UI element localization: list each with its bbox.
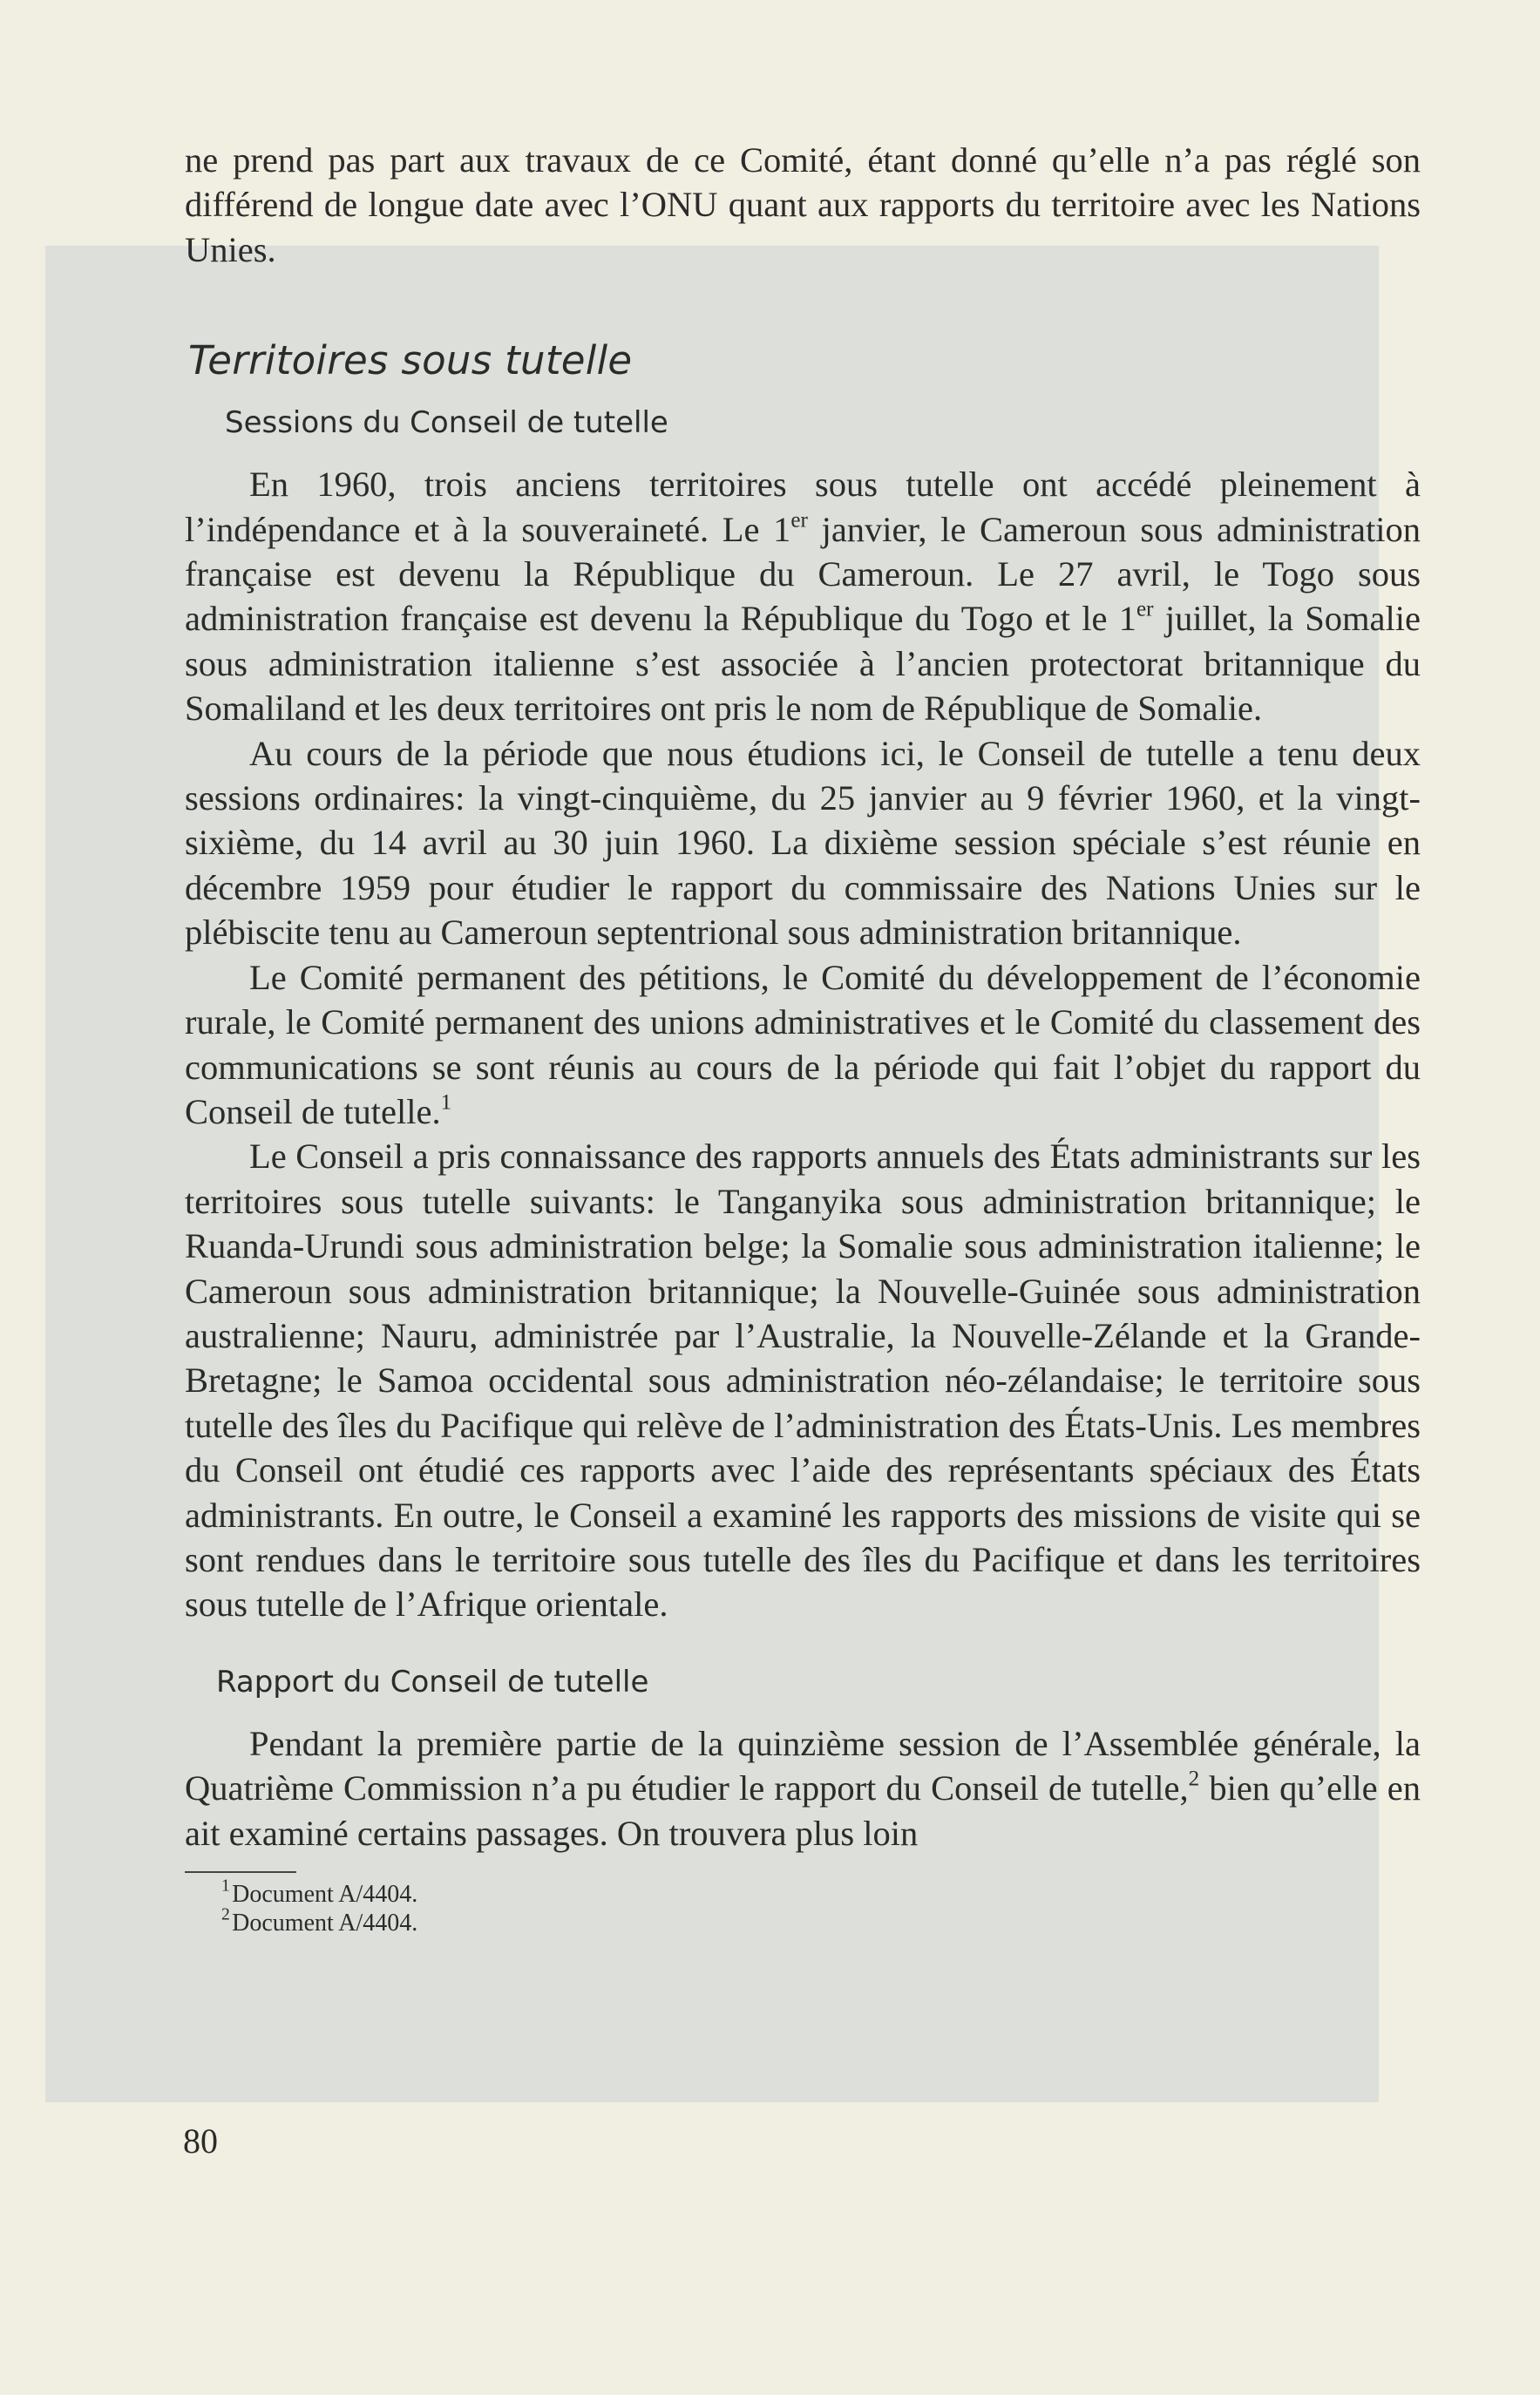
paragraph-annual-reports: Le Conseil a pris connaissance des rapports annuels des États administrants sur les territoires sous tutelle suivants: le Tanganyika sous administration britannique; le Ruanda-Urundi sous administration belge; la Somalie sous administration italienne; le Cameroun sous administration britannique; la Nouvelle-Guinée sous administration australienne; Nauru, administrée par l’Australie, la Nouvelle-Zélande et la Grande-Bretagne; le Samoa occidental sous administration néo-zélandaise; le territoire sous tutelle des îles du Pacifique qui relève de l’administration des États-Unis. Les membres du Conseil ont étudié ces rapports avec l’aide des représentants spéciaux des États administrants. En outre, le Conseil a examiné les rapports des missions de visite qui se sont rendues dans le territoire sous tutelle des îles du Pacifique et dans les territoires sous tutelle de l’Afrique orientale. xyxy=(185,1136,1421,1625)
footnote-mark: 2 xyxy=(221,1905,230,1924)
paragraph-fourth-committee xyxy=(185,1721,1421,1856)
footnotes xyxy=(221,1876,1421,1937)
subsection-heading-sessions: Sessions du Conseil de tutelle xyxy=(225,405,668,441)
paragraph-independence-part-c: juillet, la Somalie sous administration italienne s’est associée à l’ancien protectorat britannique du Somaliland et les deux territoires ont pris le nom de République de Somalie. xyxy=(185,599,1421,729)
paragraph-committees xyxy=(185,955,1421,1135)
paragraph-fourth-committee-part-a: Pendant la première partie de la quinzième session de l’Assemblée générale, la Quatrième Commission n’a pu étudier le rapport du Conseil de tutelle, xyxy=(185,1723,1421,1808)
paragraph-independence xyxy=(185,462,1421,730)
footnote-mark: 1 xyxy=(221,1876,230,1896)
ordinal-superscript: er xyxy=(1136,598,1154,622)
ordinal-superscript: er xyxy=(790,508,808,533)
section-title: Territoires sous tutelle xyxy=(188,337,633,384)
page-number: 80 xyxy=(183,2121,218,2161)
intro-paragraph: ne prend pas part aux travaux de ce Comité, étant donné qu’elle n’a pas réglé son différend de longue date avec l’ONU quant aux rapports du territoire avec les Nations Unies. xyxy=(185,140,1421,269)
paragraph-independence-part-b: janvier, le Cameroun sous administration française est devenu la République du Cameroun. Le 27 avril, le Togo sous administration française est devenu la République du Togo et le 1 xyxy=(185,509,1421,639)
footnote-item xyxy=(221,1905,1421,1937)
paragraph-fourth-committee-part-b: bien qu’elle en ait examiné certains passages. On trouvera plus loin xyxy=(185,1768,1421,1853)
footnote-divider xyxy=(185,1871,296,1873)
page-body xyxy=(185,138,1421,1937)
footnote-ref-1: 1 xyxy=(440,1090,452,1115)
footnote-ref-2: 2 xyxy=(1188,1767,1200,1791)
paragraph-independence-part-a: En 1960, trois anciens territoires sous tutelle ont accédé pleinement à l’indépendance et à la souveraineté. Le 1 xyxy=(185,465,1421,549)
subsection-heading-report: Rapport du Conseil de tutelle xyxy=(216,1664,649,1700)
paragraph-committees-text: Le Comité permanent des pétitions, le Comité du développement de l’économie rurale, le Comité permanent des unions administratives et le Comité du classement des communications se sont réunis au cours de la période qui fait l’objet du rapport du Conseil de tutelle. xyxy=(185,957,1421,1131)
paragraph-sessions: Au cours de la période que nous étudions ici, le Conseil de tutelle a tenu deux sessions ordinaires: la vingt-cinquième, du 25 janvier au 9 février 1960, et la vingt-sixième, du 14 avril au 30 juin 1960. La dixième session spéciale s’est réunie en décembre 1959 pour étudier le rapport du commissaire des Nations Unies sur le plébiscite tenu au Cameroun septentrional sous administration britannique. xyxy=(185,733,1421,953)
footnote-text: Document A/4404. xyxy=(232,1910,418,1937)
footnote-item xyxy=(221,1876,1421,1909)
footnote-text: Document A/4404. xyxy=(232,1881,418,1908)
